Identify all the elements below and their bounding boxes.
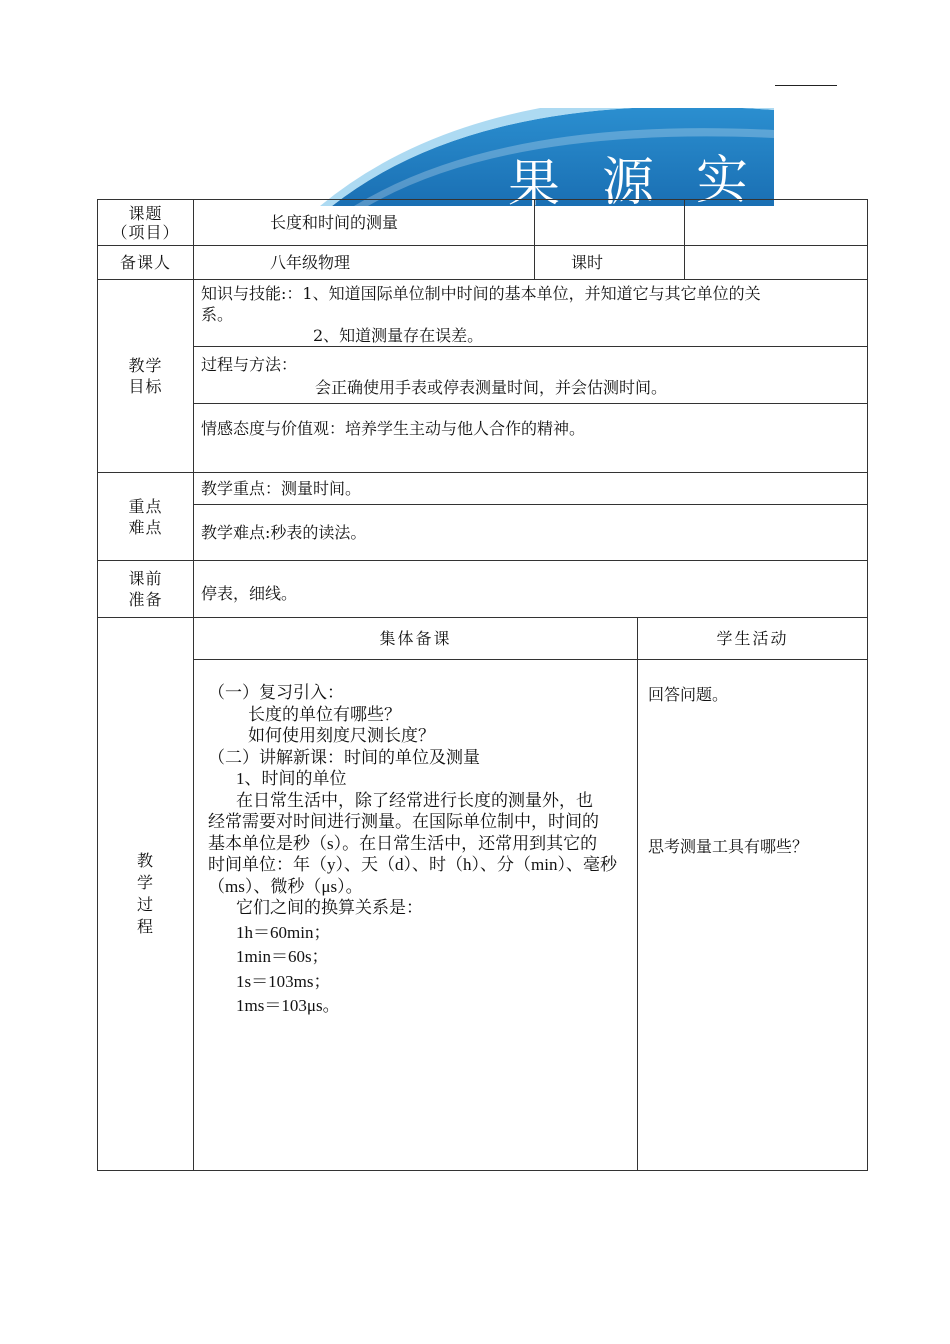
key-point-row xyxy=(98,473,868,505)
objective-emotion-row xyxy=(98,404,868,473)
objective-knowledge-row xyxy=(98,280,868,347)
objective-emotion: 情感态度与价值观：培养学生主动与他人合作的精神。 xyxy=(194,404,868,473)
topic-blank-2 xyxy=(685,200,868,246)
objectives-label: 教学 目标 xyxy=(98,280,194,473)
process-line: 1、时间的单位 xyxy=(236,769,347,788)
topic-blank-1 xyxy=(535,200,685,246)
preparer-row xyxy=(98,246,868,280)
banner-char-2: 源 xyxy=(602,153,655,206)
process-line: 在日常生活中，除了经常进行长度的测量外，也 xyxy=(236,790,593,810)
process-line: 1s＝103ms； xyxy=(236,971,331,991)
process-line: 它们之间的换算关系是： xyxy=(236,898,423,917)
topic-row xyxy=(98,200,868,246)
difficult-point-row xyxy=(98,505,868,561)
key-point: 教学重点：测量时间。 xyxy=(194,473,868,505)
process-line: （ms）、微秒（μs）。 xyxy=(208,876,363,896)
process-line: 1min＝60s； xyxy=(236,947,329,966)
process-label: 教 学 过 程 xyxy=(98,618,194,1171)
difficult-point: 教学难点:秒表的读法。 xyxy=(194,505,868,561)
banner-char-3: 实 xyxy=(696,151,749,206)
process-line: 长度的单位有哪些？ xyxy=(248,704,401,724)
process-line: 如何使用刻度尺测长度？ xyxy=(248,726,435,745)
process-line: 1ms＝103μs。 xyxy=(236,996,340,1015)
preparer-label: 备课人 xyxy=(98,246,194,280)
preparer-value: 八年级物理 xyxy=(194,246,535,280)
objective-process: 过程与方法： 会正确使用手表或停表测量时间，并会估测时间。 xyxy=(194,347,868,404)
banner-char-1: 果 xyxy=(508,155,561,206)
process-header-row xyxy=(98,618,868,660)
collective-prep-header: 集体备课 xyxy=(194,618,638,660)
process-content-row xyxy=(98,660,868,1171)
process-line: （二）讲解新课：时间的单位及测量 xyxy=(208,747,480,767)
lesson-plan-table xyxy=(97,199,868,1171)
student-activity-content xyxy=(638,660,868,1171)
hours-label: 课时 xyxy=(535,246,685,280)
topic-label: 课题 （项目） xyxy=(98,200,194,246)
process-line: 时间单位：年（y）、天（d）、时（h）、分（min）、毫秒 xyxy=(208,855,617,874)
header-rule xyxy=(775,85,837,86)
topic-value: 长度和时间的测量 xyxy=(194,200,535,246)
key-points-label: 重点 难点 xyxy=(98,473,194,561)
collective-prep-content xyxy=(194,660,638,1171)
objective-knowledge: 知识与技能:：1、知道国际单位制中时间的基本单位，并知道它与其它单位的关 系。 2、知道测量存在误差。 xyxy=(194,280,868,347)
student-activity-2: 思考测量工具有哪些？ xyxy=(648,837,809,856)
objective-process-row xyxy=(98,347,868,404)
process-line: 1h＝60min； xyxy=(236,922,331,942)
prep-label: 课前 准备 xyxy=(98,561,194,618)
student-activity-1: 回答问题。 xyxy=(648,685,729,704)
process-line: 经常需要对时间进行测量。在国际单位制中，时间的 xyxy=(208,812,599,831)
prep-value: 停表，细线。 xyxy=(194,561,868,618)
student-activity-header: 学生活动 xyxy=(638,618,868,660)
prep-row xyxy=(98,561,868,618)
process-line: （一）复习引入： xyxy=(208,683,344,702)
process-line: 基本单位是秒（s）。在日常生活中，还常用到其它的 xyxy=(208,833,598,853)
hours-value xyxy=(685,246,868,280)
banner-logo xyxy=(62,108,774,206)
